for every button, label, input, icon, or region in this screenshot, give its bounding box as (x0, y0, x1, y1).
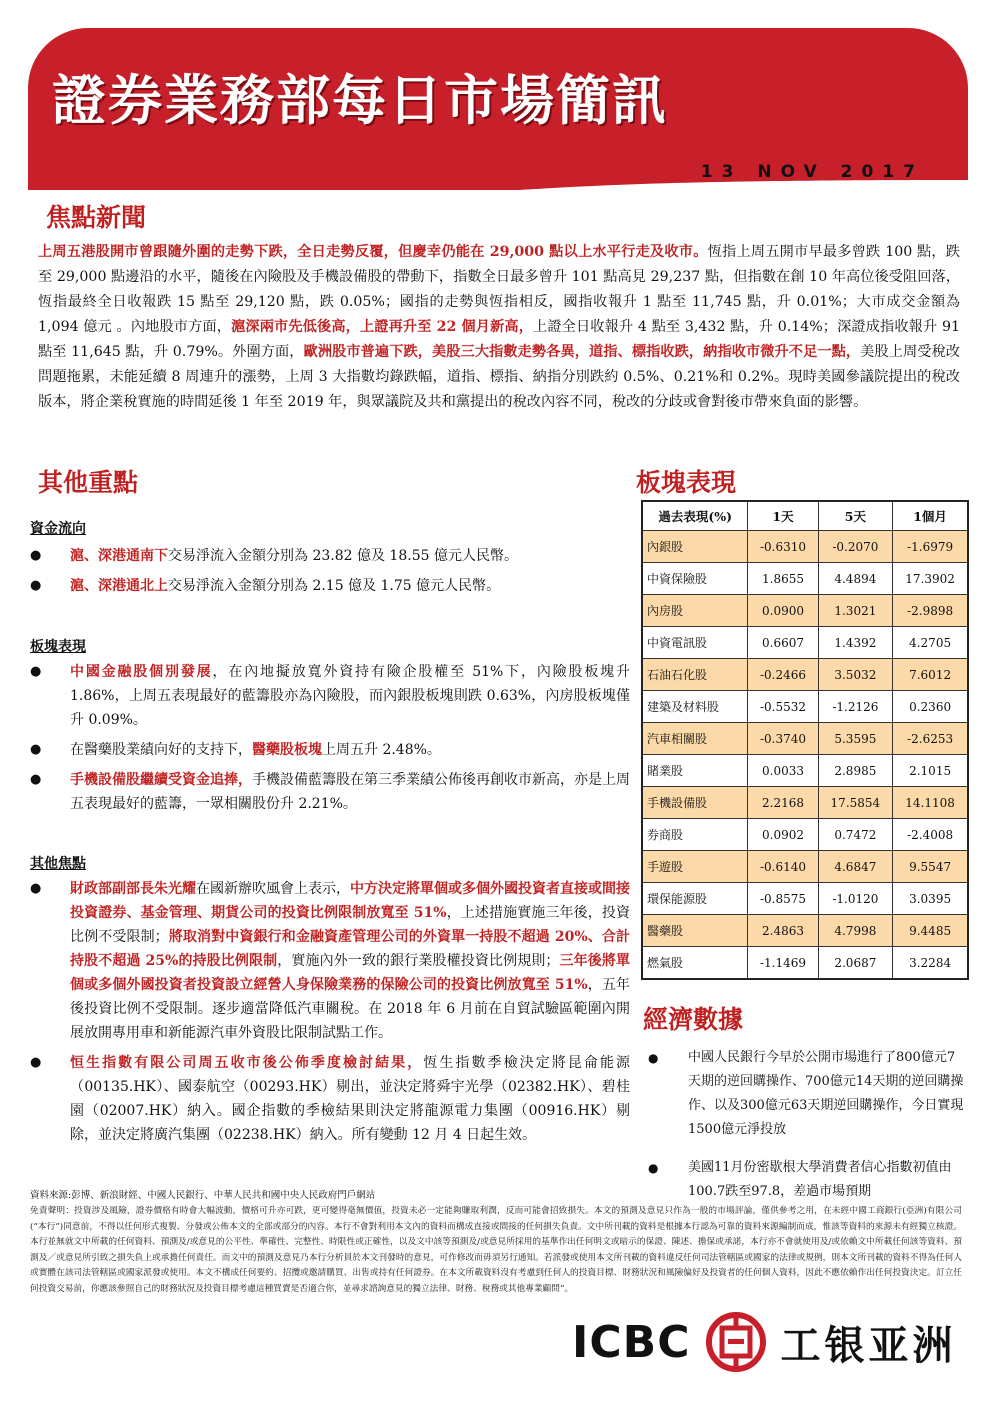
report-date: 13 NOV 2017 (700, 162, 924, 182)
table-row (642, 531, 968, 563)
performance-value: -2.4008 (893, 819, 968, 851)
performance-value: -1.6979 (893, 531, 968, 563)
performance-value: 0.0033 (748, 755, 818, 787)
capital-flow-list (30, 544, 630, 604)
table-row (642, 851, 968, 883)
bullet-item (30, 1051, 630, 1147)
bullet-item (30, 660, 630, 732)
performance-value: -1.2126 (818, 691, 893, 723)
performance-value: 2.1015 (893, 755, 968, 787)
column-header: 5天 (818, 501, 893, 531)
performance-value: 2.2168 (748, 787, 818, 819)
body-text: 美股上周受稅改問題拖累，未能延續 8 周連升的漲勢，上周 3 大指數均錄跌幅，道指、標指、納指分別跌約 0.5%、0.21%和 0.2%。現時美國參議院提出的稅改版本，將企業稅實施的時間延後 1 年至 2019 年，與眾議院及共和黨提出的稅改內容不同，稅改的分歧或會對後市帶來負面的影響。 (38, 344, 960, 410)
performance-value: 1.3021 (818, 595, 893, 627)
column-header: 1個月 (893, 501, 968, 531)
disclaimer: 免責聲明：投資涉及風險，證券價格有時會大幅波動，價格可升亦可跌，更可變得毫無價值，投資未必一定能夠賺取利潤，反而可能會招致損失。本文的預測及意見只作為一般的市場評論，僅供參考之用，在未經中國工商銀行(亞洲)有限公司(“本行”)同意前，不得以任何形式複製、分發或公佈本文的全部或部分的內容。本行不會對利用本文內的資料而構成直接或間接的任何損失負責。文中所刊載的資料是根據本行認為可靠的資料來源編制而成，惟該等資料的來源未有經獨立核證。本行並無就文中所載的任何資料、預測及/或意見的公平性、準確性、完整性、時限性或正確性，以及文中該等預測及/或意見所採用的基準作出任何明文或暗示的保證、陳述、擔保或承諾，本行亦不會就使用及/或依賴文中所載任何該等資料、預測及／或意見所引致之損失負上或承擔任何責任。而文中的預測及意見乃本行分析員於本文刊發時的意見，可作修改而毋須另行通知。若派發或使用本文所刊載的資料違反任何司法管轄區或國家的法律或規例，則本文所刊載的資料不得為任何人或實體在該司法管轄區或國家派發或使用。本文不構成任何要約、招攬或邀請購買、出售或持有任何證券。在本文所載資料沒有考慮到任何人的投資目標、財務狀況和風險偏好及投資者的任何個人資料，因此不應依賴作出任何投資決定。訂立任何投資交易前，你應該參照自己的財務狀況及投資目標考慮這種買賣是否適合你，並尋求諮詢意見的獨立法律、財務、稅務或其他專業顧問”。 (30, 1206, 962, 1294)
economy-list (648, 1046, 964, 1218)
performance-value: -0.6310 (748, 531, 818, 563)
other-focus-heading: 其他焦點 (30, 856, 86, 872)
sector-name: 汽車相關股 (642, 723, 748, 755)
body-text: ，五年後投資比例不受限制。逐步適當降低汽車關稅。在 2018 年 6 月前在自貿試驗區範圍內開展放開專用車和新能源汽車外資股比限制試點工作。 (70, 977, 630, 1041)
performance-value: -2.6253 (893, 723, 968, 755)
performance-value: 4.4894 (818, 563, 893, 595)
body-text: 上證全日收報升 4 點至 3,432 點，升 0.14%；深證成指收報升 91 點至 11,645 點，升 0.79%。外圍方面， (38, 319, 961, 360)
body-text: ，實施內外一致的銀行業股權投資比例規則； (277, 953, 560, 969)
performance-value: -0.2466 (748, 659, 818, 691)
bullet-item (30, 544, 630, 568)
icbc-logo (572, 1312, 957, 1372)
performance-value: 4.2705 (893, 627, 968, 659)
performance-value: 3.5032 (818, 659, 893, 691)
table-row (642, 819, 968, 851)
table-row (642, 755, 968, 787)
logo-zh: 工银亚洲 (780, 1322, 957, 1369)
performance-value: 9.4485 (893, 915, 968, 947)
column-header: 1天 (748, 501, 818, 531)
sector-name: 手遊股 (642, 851, 748, 883)
performance-value: 17.3902 (893, 563, 968, 595)
performance-value: 17.5854 (818, 787, 893, 819)
bullet-item (30, 877, 630, 1045)
highlight-text: 財政部副部長朱光耀 (70, 881, 196, 897)
sector-name: 券商股 (642, 819, 748, 851)
highlight-text: 手機設備股繼續受資金追捧， (70, 772, 252, 788)
performance-value: 0.2360 (893, 691, 968, 723)
performance-value: -1.1469 (748, 947, 818, 980)
page-title: 證券業務部每日市場簡訊 (52, 69, 668, 132)
performance-value: -0.5532 (748, 691, 818, 723)
other-focus-list (30, 877, 630, 1153)
performance-value: 1.8655 (748, 563, 818, 595)
highlight-text: 中方決定將單個或多個外國投資者直接或間接投資證券、基金管理、期貨公司的投資比例限制放寬至 51% (70, 881, 630, 921)
body-text: 交易淨流入金額分別為 2.15 億及 1.75 億元人民幣。 (168, 578, 501, 594)
table-row (642, 659, 968, 691)
performance-value: 14.1108 (893, 787, 968, 819)
highlight-text: 三年後將單個或多個外國投資者投資設立經營人身保險業務的保險公司的投資比例放寬至 51% (70, 953, 631, 993)
highlight-text: 醫藥股板塊 (252, 742, 322, 758)
body-text: ，上述措施實施三年後，投資比例不受限制； (70, 905, 630, 945)
table-row (642, 723, 968, 755)
performance-value: 2.8985 (818, 755, 893, 787)
table-header-row (642, 501, 968, 531)
performance-value: 0.0900 (748, 595, 818, 627)
economy-item: ● 中國人民銀行今早於公開市場進行了800億元7天期的逆回購操作、700億元14天期的逆回購操作、以及300億元63天期逆回購操作，今日實現1500億元淨投放 (648, 1046, 964, 1142)
performance-value: -0.2070 (818, 531, 893, 563)
sector-name: 內房股 (642, 595, 748, 627)
performance-value: -2.9898 (893, 595, 968, 627)
performance-value: 0.6607 (748, 627, 818, 659)
table-row (642, 691, 968, 723)
sector-name: 賭業股 (642, 755, 748, 787)
highlight-text: 將取消對中資銀行和金融資產管理公司的外資單一持股不超過 20%、合計持股不超過 25%的持股比例限制 (70, 929, 630, 969)
highlight-text: 滬、深港通北上 (70, 578, 168, 594)
sector-heading: 板塊表現 (30, 639, 86, 655)
performance-value: 0.0902 (748, 819, 818, 851)
sector-name: 醫藥股 (642, 915, 748, 947)
highlight-text: 滬、深港通南下 (70, 548, 168, 564)
economy-heading: 經濟數據 (643, 1005, 744, 1034)
data-source: 資料來源:彭博、新浪財經、中國人民銀行、中華人民共和國中央人民政府門戶網站 (30, 1190, 376, 1201)
body-text: 恆指上周五開市早最多曾跌 100 點，跌至 29,000 點邊沿的水平，隨後在內險股及手機設備股的帶動下，指數全日最多曾升 101 點高見 29,237 點，但指數在創 10 年高位後受阻回落，恆指最終全日收報跌 15 點至 29,120 點，跌 0.05%；國指的走勢與恆指相反，國指收報升 1 點至 11,745 點，升 0.01%；大市成交金額為 1,094 億元 。內地股市方面， (38, 244, 960, 335)
focus-paragraph (38, 240, 960, 415)
performance-value: 4.7998 (818, 915, 893, 947)
body-text: 上周五升 2.48%。 (322, 742, 441, 758)
performance-value: -0.3740 (748, 723, 818, 755)
performance-value: 5.3595 (818, 723, 893, 755)
column-header: 過去表現(%) (642, 501, 748, 531)
sector-table-heading: 板塊表現 (636, 468, 737, 497)
performance-value: 3.2284 (893, 947, 968, 980)
sector-name: 中資保險股 (642, 563, 748, 595)
table-row (642, 915, 968, 947)
performance-value: 7.6012 (893, 659, 968, 691)
sector-name: 中資電訊股 (642, 627, 748, 659)
bullet-item (30, 574, 630, 598)
sector-name: 燃氣股 (642, 947, 748, 980)
performance-value: 1.4392 (818, 627, 893, 659)
performance-value: 3.0395 (893, 883, 968, 915)
body-text: ，在內地擬放寬外資持有險企股權至 51%下，內險股板塊升 1.86%，上周五表現最好的藍籌股亦為內險股，而內銀股板塊則跌 0.63%，內房股板塊僅升 0.09%。 (70, 664, 630, 728)
highlight-text: 上周五港股開市曾跟隨外圍的走勢下跌，全日走勢反覆，但慶幸仍能在 29,000 點以上水平行走及收市。 (38, 244, 708, 260)
body-text: 在醫藥股業績向好的支持下， (70, 742, 252, 758)
table-row (642, 947, 968, 980)
focus-heading: 焦點新聞 (46, 203, 147, 232)
highlight-text: 中國金融股個別發展 (70, 664, 213, 680)
body-text: 手機設備藍籌股在第三季業績公佈後再創收市新高，亦是上周五表現最好的藍籌，一眾相關股份升 2.21%。 (70, 772, 630, 812)
sector-name: 建築及材料股 (642, 691, 748, 723)
other-heading: 其他重點 (38, 468, 139, 497)
table-row (642, 563, 968, 595)
table-row (642, 883, 968, 915)
performance-value: 9.5547 (893, 851, 968, 883)
sector-performance-table (641, 500, 969, 980)
economy-item: ● 美國11月份密歇根大學消費者信心指數初值由100.7跌至97.8，差過市場預期 (648, 1156, 964, 1204)
sector-name: 手機設備股 (642, 787, 748, 819)
table-row (642, 787, 968, 819)
performance-value: -0.8575 (748, 883, 818, 915)
performance-value: 2.4863 (748, 915, 818, 947)
body-text: 在國新辦吹風會上表示， (196, 881, 350, 897)
bullet-item (30, 738, 630, 762)
performance-value: 2.0687 (818, 947, 893, 980)
highlight-text: 歐洲股市普遍下跌，美股三大指數走勢各異，道指、標指收跌，納指收市微升不足一點， (303, 344, 861, 360)
table-row (642, 595, 968, 627)
sector-name: 石油石化股 (642, 659, 748, 691)
icbc-seal-icon (705, 1311, 767, 1373)
highlight-text: 恒生指數有限公司周五收市後公佈季度檢討結果， (70, 1055, 424, 1071)
body-text: 恆生指數季檢決定將昆侖能源（00135.HK）、國泰航空（00293.HK）剔出，並決定將舜宇光學（02382.HK）、碧桂園（02007.HK）納入。國企指數的季檢結果則決定將龍源電力集團（00916.HK）剔除，並決定將廣汽集團（02238.HK）納入。所有變動 12 月 4 日起生效。 (70, 1055, 631, 1143)
body-text: 交易淨流入金額分別為 23.82 億及 18.55 億元人民幣。 (168, 548, 518, 564)
bullet-item (30, 768, 630, 816)
performance-value: -0.6140 (748, 851, 818, 883)
performance-value: 0.7472 (818, 819, 893, 851)
performance-value: -1.0120 (818, 883, 893, 915)
sector-name: 環保能源股 (642, 883, 748, 915)
table-row (642, 627, 968, 659)
sector-list (30, 660, 630, 822)
capital-flow-heading: 資金流向 (30, 521, 86, 537)
performance-value: 4.6847 (818, 851, 893, 883)
sector-name: 內銀股 (642, 531, 748, 563)
highlight-text: 滬深兩市先低後高，上證再升至 22 個月新高， (231, 319, 534, 335)
logo-en: ICBC (572, 1316, 691, 1368)
